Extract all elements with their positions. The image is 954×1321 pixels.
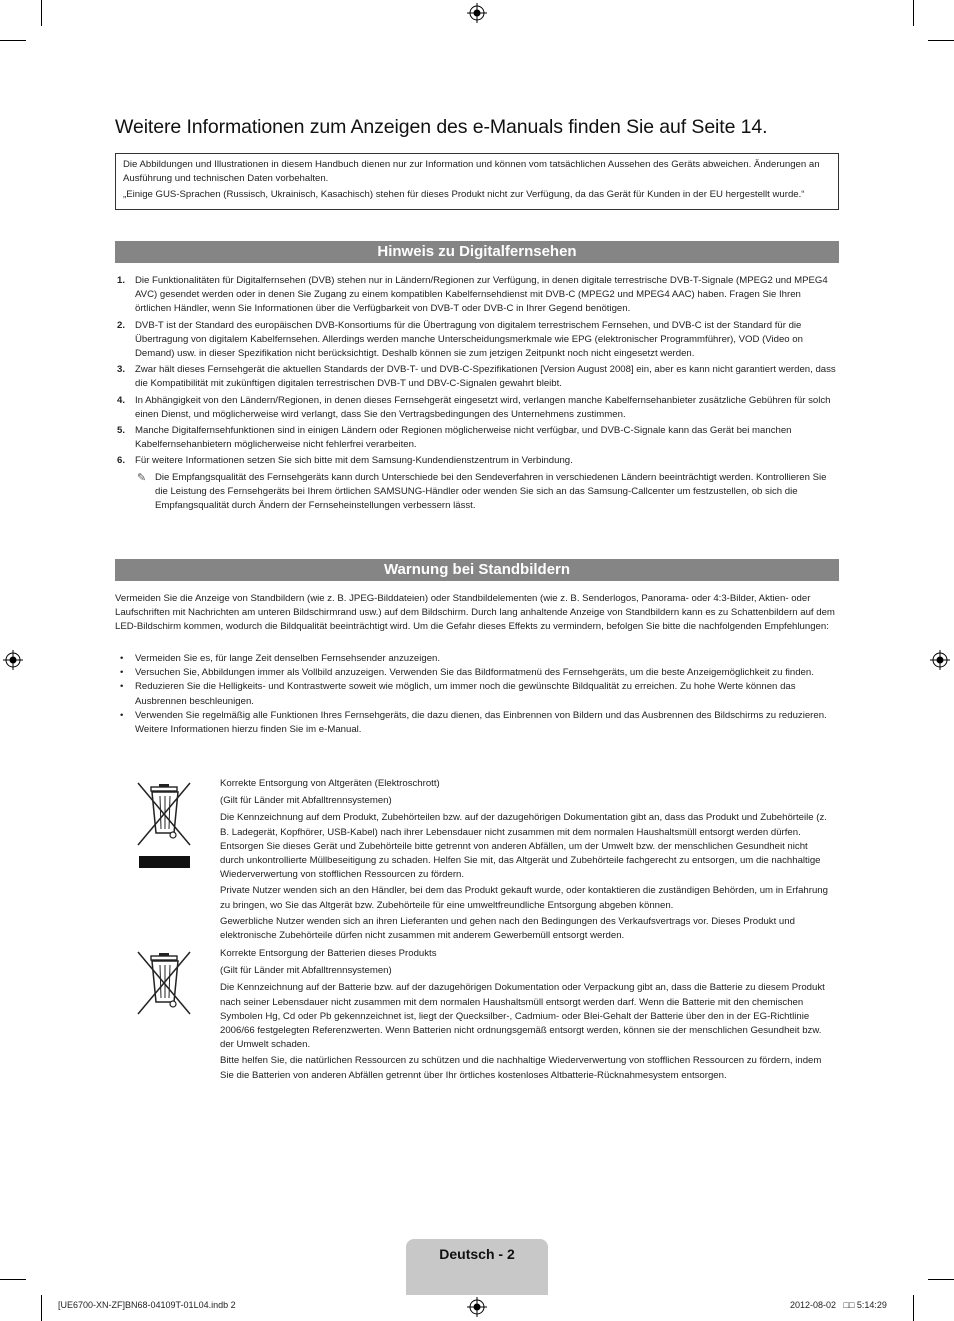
list-item [115, 666, 839, 680]
list-number: 1. [117, 275, 126, 286]
crop-mark [0, 40, 26, 41]
crop-mark [913, 1295, 914, 1321]
disclaimer-text: Die Abbildungen und Illustrationen in diesem Handbuch dienen nur zur Information und können vom tatsächlichen Aussehen des Geräts abweichen. Änderungen an Ausführung und technischen Daten vorbehalten. [123, 159, 820, 184]
list-item-text: Zwar hält dieses Fernsehgerät die aktuellen Standards der DVB-T- und DVB-C-Spezifikationen [Version August 2008] ein, aber es kann nicht garantiert werden, dass die Kompatibilität mit zukünftigen digitalen terrestrischen DVB-T und DBV-C-Signalen gewahrt bleibt. [135, 364, 836, 390]
registration-mark-icon [3, 650, 23, 670]
list-item-text: Verwenden Sie regelmäßig alle Funktionen Ihres Fernsehgeräts, die dazu dienen, das Einbrennen von Bildern und das Ausbrennen des Bildschirms zu reduzieren. Weitere Informationen hierzu finden Sie im e-Manual. [135, 709, 827, 736]
weee-subtitle: (Gilt für Länder mit Abfalltrennsystemen) [220, 795, 392, 807]
section-heading-digital: Hinweis zu Digitalfernsehen [115, 241, 839, 263]
crop-mark [41, 0, 42, 26]
list-item [115, 394, 839, 422]
warning-intro: Vermeiden Sie die Anzeige von Standbildern (wie z. B. JPEG-Bilddateien) oder Standbildelementen (wie z. B. Senderlogos, Panorama- oder 4:3-Bilder, Aktien- oder Laufschriften mit Nachrichten am unteren Bildschirmrand usw.) auf dem Bildschirm. Durch lang anhaltende Anzeige von Standbildern kann es zu Schattenbildern auf dem LED-Bildschirm kommen, wodurch die Bildqualität beeinträchtigt wird. Um die Gefahr dieses Effekts zu vermindern, befolgen Sie bitte die nachfolgenden Empfehlungen: [115, 593, 835, 633]
battery-disposal-block [220, 947, 828, 1085]
list-number: 5. [117, 425, 126, 437]
note-text: Die Empfangsqualität des Fernsehgeräts kann durch Unterschiede bei den Sendeverfahren in verschiedenen Ländern beeinträchtigt werden. Kontrollieren Sie die Leistung des Fernsehgeräts bei Ihrem örtlichen SAMSUNG-Händler oder wenden Sie sich an das Samsung-Callcenter um festzustellen, ob sich die Empfangsqualität durch Ändern der Fernseheinstellungen verbessern lässt. [155, 471, 827, 512]
crop-mark [913, 0, 914, 26]
recommendations-list [115, 652, 839, 737]
weee-paragraph: Private Nutzer wenden sich an den Händler, bei dem das Produkt gekauft wurde, oder kontaktieren die zuständigen Behörden, um in Erfahrung zu bringen, wo Sie das Altgerät bzw. Zubehörteile für eine umweltfreundliche Entsorgung abgeben können. [220, 885, 828, 911]
battery-subtitle: (Gilt für Länder mit Abfalltrennsystemen) [220, 965, 392, 977]
list-item [115, 652, 839, 666]
print-file-info: [UE6700-XN-ZF]BN68-04109T-01L04.indb 2 [58, 1300, 236, 1310]
disclaimer-box [115, 153, 839, 210]
list-number: 6. [117, 455, 126, 467]
crop-mark [0, 1279, 26, 1280]
bullet-icon: • [120, 653, 124, 664]
registration-mark-icon [930, 650, 950, 670]
crop-mark [928, 1279, 954, 1280]
battery-paragraph: Die Kennzeichnung auf der Batterie bzw. auf der dazugehörigen Dokumentation oder Verpackung gibt an, dass die Batterie zu diesem Produkt nach seiner Lebensdauer nicht zusammen mit dem normalen Haushaltsmüll entsorgt werden darf. Wenn die Batterie mit den chemischen Symbolen Hg, Cd oder Pb gekennzeichnet ist, liegt der Quecksilber-, Cadmium- oder Blei-Gehalt der Batterie über den in der EG-Richtlinie 2006/66 festgelegten Referenzwerten. Wenn Batterien nicht ordnungsgemäß entsorgt werden, können sie der menschlichen Gesundheit bzw. der Umwelt schaden. [220, 982, 825, 1051]
weee-paragraph: Gewerbliche Nutzer wenden sich an ihren Lieferanten und gehen nach den Bedingungen des Verkaufsvertrags vor. Dieses Produkt und elektronische Zubehörteile dürfen nicht zusammen mit anderem Gewerbemüll entsorgt werden. [220, 915, 795, 942]
page-number-label: Deutsch - 2 [439, 1246, 515, 1262]
list-item-text: Versuchen Sie, Abbildungen immer als Vollbild anzuzeigen. Verwenden Sie das Bildformatmenü des Fernsehgeräts, um die beste Anzeigemöglichkeit zu finden. [135, 667, 814, 679]
list-item [115, 274, 839, 317]
registration-mark-icon [467, 1297, 487, 1317]
bullet-icon: • [120, 709, 124, 721]
weee-paragraph: Die Kennzeichnung auf dem Produkt, Zubehörteilen bzw. auf der dazugehörigen Dokumentation gibt an, dass das Produkt und Zubehörteile (z. B. Ladegerät, Kopfhörer, USB-Kabel) nach ihrer Lebensdauer nicht zusammen mit dem normalen Haushaltsmüll entsorgt werden dürfen. Entsorgen Sie dieses Gerät und Zubehörteile bitte getrennt von anderen Abfällen, um der Umwelt bzw. der menschlichen Gesundheit nicht durch unkontrollierte Müllbeseitigung zu schaden. Helfen Sie mit, das Altgerät und Zubehörteile fachgerecht zu entsorgen, um die nachhaltige Wiederverwertung von stofflichen Ressourcen zu fördern. [220, 812, 827, 881]
list-item-text: DVB-T ist der Standard des europäischen DVB-Konsortiums für die Übertragung von digitalem terrestrischem Fernsehen, und DVB-C ist der Standard für die Übertragung von digitalem Kabelfernsehen. Allerdings werden manche Unterscheidungsmerkmale wie EPG (elektronischer Programmführer), VOD (Video on Demand) usw. in dieser Spezifikation nicht berücksichtigt. Deshalb können sie zum jetzigen Zeitpunkt noch nicht eingesetzt werden. [135, 319, 803, 360]
list-item-text: Die Funktionalitäten für Digitalfernsehen (DVB) stehen nur in Ländern/Regionen zur Verfügung, in denen digitale terrestrische DVB-T-Signale (MPEG2 und MPEG4 AVC) gesendet werden oder in denen Sie Zugang zu einem kompatiblen Kabelfernsehdienst mit DVB-C (MPEG2 und MPEG4 AAC) haben. Fragen Sie Ihren örtlichen Händler, wenn Sie Informationen über die Verfügbarkeit von DVB-T oder DVB-C in Ihrer Gegend benötigen. [135, 275, 828, 315]
digital-tv-list [115, 274, 839, 513]
list-item [115, 424, 839, 452]
list-number: 3. [117, 364, 126, 376]
weee-title: Korrekte Entsorgung von Altgeräten (Elektroschrott) [220, 778, 440, 789]
section-heading-warning: Warnung bei Standbildern [115, 559, 839, 581]
crossed-bin-weee-icon [134, 779, 194, 871]
crossed-bin-battery-icon [134, 948, 194, 1018]
list-number: 2. [117, 319, 126, 331]
page-title: Weitere Informationen zum Anzeigen des e-Manuals finden Sie auf Seite 14. [115, 116, 768, 138]
bullet-icon: • [120, 681, 124, 693]
crop-mark [41, 1295, 42, 1321]
list-item-text: In Abhängigkeit von den Ländern/Regionen, in denen dieses Fernsehgerät eingesetzt wird, verlangen manche Kabelfernsehanbieter zusätzliche Gebühren für solch einen Dienst, und möglicherweise wird verlangt, dass Sie den Vertragsbedingungen des Unternehmens zustimmen. [135, 394, 831, 420]
list-item [115, 319, 839, 362]
print-datetime: 2012-08-02 □□ 5:14:29 [790, 1300, 887, 1310]
battery-title: Korrekte Entsorgung der Batterien dieses Produkts [220, 948, 437, 959]
pencil-note-icon: ✎ [137, 471, 147, 484]
registration-mark-icon [467, 3, 487, 23]
reception-note [115, 471, 839, 514]
list-item-text: Manche Digitalfernsehfunktionen sind in einigen Ländern oder Regionen möglicherweise nicht verfügbar, und DVB-C-Signale kann das Gerät bei manchen Kabelfernsehanbietern möglicherweise nicht fehlerfrei verarbeiten. [135, 425, 792, 451]
list-item-text: Vermeiden Sie es, für lange Zeit denselben Fernsehsender anzuzeigen. [135, 653, 441, 664]
weee-disposal-block [220, 777, 828, 945]
list-item [115, 680, 839, 708]
list-item-text: Reduzieren Sie die Helligkeits- und Kontrastwerte soweit wie möglich, um immer noch die gewünschte Bildqualität zu erreichen. Zu hohe Werte können das Ausbrennen beschleunigen. [135, 681, 796, 707]
page-number-tab [406, 1239, 548, 1295]
battery-paragraph: Bitte helfen Sie, die natürlichen Ressourcen zu schützen und die nachhaltige Wiederverwertung von stofflichen Ressourcen zu fördern, indem Sie die Batterien von anderen Abfällen getrennt über Ihr örtliches kostenloses Altbatterie-Rücknahmesystem entsorgen. [220, 1055, 822, 1081]
list-item-text: Für weitere Informationen setzen Sie sich bitte mit dem Samsung-Kundendienstzentrum in Verbindung. [135, 455, 573, 467]
list-item [115, 363, 839, 391]
language-note: „Einige GUS-Sprachen (Russisch, Ukrainisch, Kasachisch) stehen für dieses Produkt nicht zur Verfügung, da das Gerät für Kunden in der EU hergestellt wurde.“ [123, 189, 805, 200]
list-item [115, 454, 839, 468]
list-number: 4. [117, 394, 126, 406]
crop-mark [928, 40, 954, 41]
list-item [115, 709, 839, 737]
bullet-icon: • [120, 667, 124, 679]
